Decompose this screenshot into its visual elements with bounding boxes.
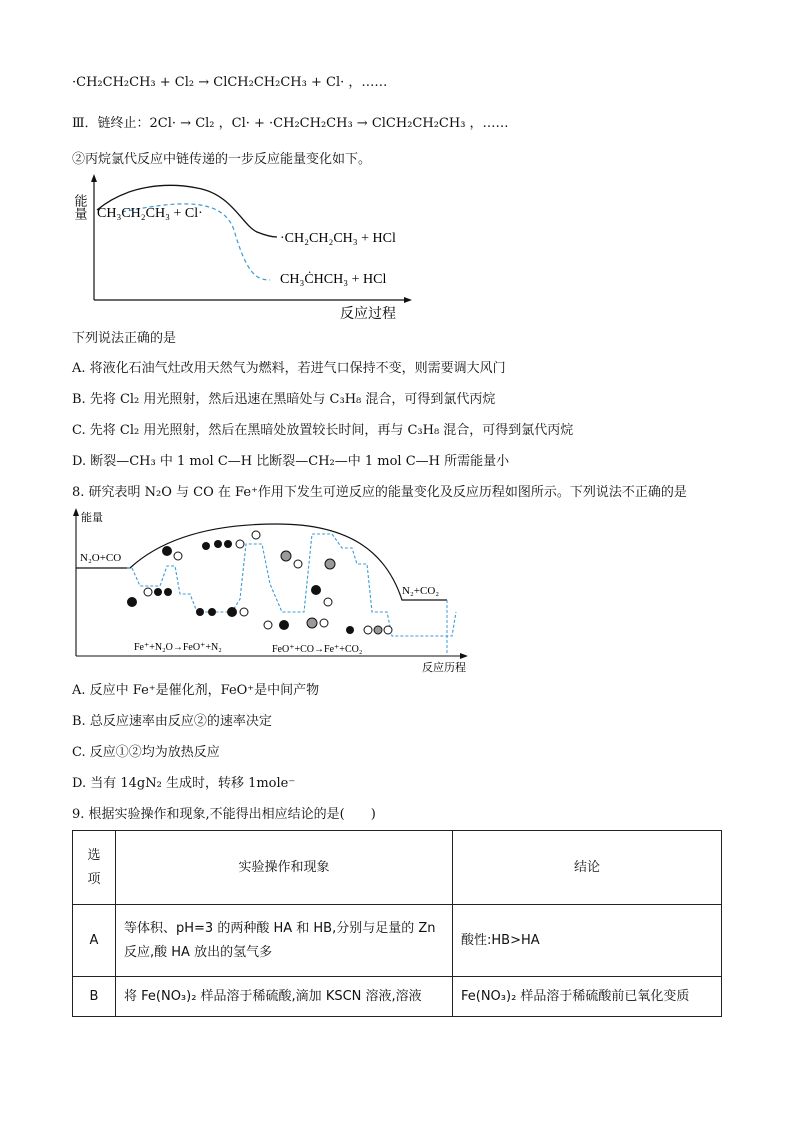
header-conclusion: 结论 <box>453 831 722 905</box>
step1-label: Fe⁺+N₂O→FeO⁺+N₂ <box>134 642 222 653</box>
q8-option-b: B. 总反应速率由反应②的速率决定 <box>72 714 272 729</box>
step2-label: FeO⁺+CO→Fe⁺+CO₂ <box>272 644 363 655</box>
atom-fe <box>346 626 354 634</box>
y-axis-label: 能量 <box>72 194 88 220</box>
atom-o <box>384 626 392 634</box>
table-header-row <box>73 831 722 905</box>
row-option: A <box>73 905 116 977</box>
atom-n <box>164 588 172 596</box>
atom-c <box>307 618 317 628</box>
header-option: 选 项 <box>73 831 116 905</box>
atom-o <box>364 626 372 634</box>
y-axis-arrow <box>91 174 97 182</box>
atom-c <box>325 559 335 569</box>
q8-option-c: C. 反应①②均为放热反应 <box>72 745 220 760</box>
row-operation: 将 Fe(NO₃)₂ 样品溶于稀硫酸,滴加 KSCN 溶液,溶液 <box>116 977 453 1017</box>
q9-stem: 9. 根据实验操作和现象,不能得出相应结论的是( ) <box>72 807 376 822</box>
figure1-intro: ②丙烷氯代反应中链传递的一步反应能量变化如下。 <box>72 152 372 167</box>
q7-option-d: D. 断裂—CH₃ 中 1 mol C—H 比断裂—CH₂—中 1 mol C—H 所需能量小 <box>72 454 510 469</box>
row-conclusion: Fe(NO₃)₂ 样品溶于稀硫酸前已氧化变质 <box>453 977 722 1017</box>
equation-chain-termination: Ⅲ．链终止：2Cl· → Cl₂ ，Cl· + ·CH₂CH₂CH₃ → ClCH₂CH₂CH₃ ，…… <box>72 116 509 131</box>
product-label: N₂+CO₂ <box>402 585 440 597</box>
atom-n <box>154 588 162 596</box>
atom-fe <box>162 546 172 556</box>
atom-o <box>264 621 272 629</box>
q8-stem: 8. 研究表明 N₂O 与 CO 在 Fe⁺作用下发生可逆反应的能量变化及反应历程如图所示。下列说法不正确的是 <box>72 485 687 500</box>
atom-o <box>144 588 152 596</box>
molecule-models <box>127 531 392 634</box>
atom-o <box>252 531 260 539</box>
row-conclusion: 酸性:HB>HA <box>453 905 722 977</box>
atom-n <box>196 608 204 616</box>
energy-diagram-2 <box>72 504 482 676</box>
atom-n <box>214 540 222 548</box>
atom-o <box>240 608 248 616</box>
product2-label: CH₃ĊHCH₃ + HCl <box>280 272 387 287</box>
x-axis-arrow <box>404 297 412 303</box>
q7-option-a: A. 将液化石油气灶改用天然气为燃料，若进气口保持不变，则需要调大风门 <box>72 361 506 376</box>
x-axis-label: 反应过程 <box>340 307 396 322</box>
atom-c <box>374 626 382 634</box>
x-axis-arrow <box>460 653 468 659</box>
atom-fe <box>311 585 321 595</box>
atom-fe <box>227 607 237 617</box>
row-option: B <box>73 977 116 1017</box>
energy-diagram-1 <box>72 170 422 322</box>
q8-option-a: A. 反应中 Fe⁺是催化剂，FeO⁺是中间产物 <box>72 683 320 698</box>
y-axis-arrow <box>73 508 79 516</box>
equation-chain-propagation: ·CH₂CH₂CH₃ + Cl₂ → ClCH₂CH₂CH₃ + Cl· ，…… <box>72 75 388 90</box>
header-operation: 实验操作和现象 <box>116 831 453 905</box>
q7-option-b: B. 先将 Cl₂ 用光照射，然后迅速在黑暗处与 C₃H₈ 混合，可得到氯代丙烷 <box>72 392 496 407</box>
reactant-label: N₂O+CO <box>80 552 122 564</box>
atom-n <box>224 540 232 548</box>
table-row <box>73 977 722 1017</box>
x-axis-label: 反应历程 <box>422 662 466 674</box>
uncatalyzed-curve <box>76 524 447 600</box>
atom-fe <box>279 620 289 630</box>
atom-o <box>174 552 182 560</box>
product1-label: ·CH₂CH₂CH₃ + HCl <box>280 231 396 246</box>
table-row <box>73 905 722 977</box>
atom-fe <box>202 542 210 550</box>
q7-option-c: C. 先将 Cl₂ 用光照射，然后在黑暗处放置较长时间，再与 C₃H₈ 混合，可得到氯代丙烷 <box>72 423 574 438</box>
atom-o <box>320 619 328 627</box>
atom-fe <box>127 597 137 607</box>
q8-option-d: D. 当有 14gN₂ 生成时，转移 1mole⁻ <box>72 776 296 791</box>
atom-o <box>324 598 332 606</box>
atom-c <box>281 551 291 561</box>
row-operation: 等体积、pH=3 的两种酸 HA 和 HB,分别与足量的 Zn 反应,酸 HA 放出的氢气多 <box>116 905 453 977</box>
experiment-table <box>72 830 722 1017</box>
q7-stem: 下列说法正确的是 <box>72 331 177 346</box>
atom-n <box>208 608 216 616</box>
atom-o <box>236 540 244 548</box>
atom-o <box>294 560 302 568</box>
reactant-label: CH₃CH₂CH₃ + Cl· <box>97 206 203 221</box>
y-axis-label: 能量 <box>81 512 103 524</box>
